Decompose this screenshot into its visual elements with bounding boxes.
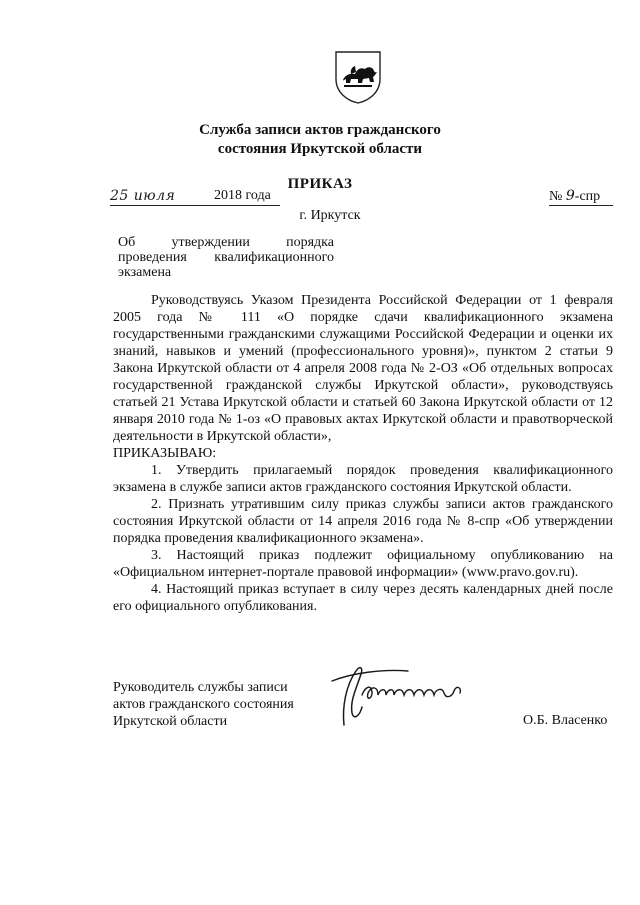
date-underline xyxy=(110,205,280,206)
order-item-4: 4. Настоящий приказ вступает в силу через десять календарных дней после его официального опубликования. xyxy=(113,582,613,614)
order-item-1: 1. Утвердить прилагаемый порядок проведения квалификационного экзамена в службе записи актов гражданского состояния Иркутской области. xyxy=(113,463,613,495)
date-year: 2018 года xyxy=(214,188,271,203)
document-subject xyxy=(118,235,334,280)
irkutsk-coat-of-arms-icon xyxy=(333,49,383,105)
city: г. Иркутск xyxy=(299,208,361,223)
org-name-line1: Служба записи актов гражданского xyxy=(199,122,441,138)
position-line3: Иркутской области xyxy=(113,714,228,729)
position-line1: Руководитель службы записи xyxy=(113,680,288,695)
order-word: ПРИКАЗЫВАЮ: xyxy=(113,446,217,461)
date-handwritten: 25 июля xyxy=(110,188,176,204)
preamble: Руководствуясь Указом Президента Российской Федерации от 1 февраля 2005 года № 111 «О порядке сдачи квалификационного экзамена государственными гражданскими служащими Российской Федерации и оценки их знаний, навыков и умений (профессионального уровня)», пунктом 2 статьи 9 Закона Иркутской области от 4 апреля 2008 года № 2-ОЗ «Об отдельных вопросах государственной гражданской службы Иркутской области», руководствуясь статьей 21 Устава Иркутской области и статьей 60 Закона Иркутской области от 12 января 2010 года № 1-оз «О правовых актах Иркутской области и правотворческой деятельности в Иркутской области», xyxy=(113,293,613,444)
subject-line2: проведения квалификационного xyxy=(118,250,334,265)
number-prefix: № xyxy=(549,189,563,204)
subject-line3: экзамена xyxy=(118,265,172,280)
number-handwritten: 9 xyxy=(565,188,575,204)
subject-line1: Об утверждении порядка xyxy=(118,235,334,250)
document-number xyxy=(549,188,600,205)
order-item-3: 3. Настоящий приказ подлежит официальному опубликованию на «Официальном интернет-портале правовой информации» (www.pravo.gov.ru). xyxy=(113,548,613,580)
document-title: ПРИКАЗ xyxy=(287,176,353,192)
number-underline xyxy=(549,205,613,206)
signatory-name: О.Б. Власенко xyxy=(523,713,608,728)
order-item-2: 2. Признать утратившим силу приказ службы записи актов гражданского состояния Иркутской области от 14 апреля 2016 года № 8-спр «Об утверждении порядка проведения квалификационного экзамена». xyxy=(113,497,613,546)
signatory-position xyxy=(113,679,294,730)
handwritten-signature xyxy=(322,655,492,735)
document-body xyxy=(113,292,613,615)
org-name-line2: состояния Иркутской области xyxy=(217,141,423,157)
number-suffix: -спр xyxy=(574,189,601,204)
position-line2: актов гражданского состояния xyxy=(113,697,294,712)
